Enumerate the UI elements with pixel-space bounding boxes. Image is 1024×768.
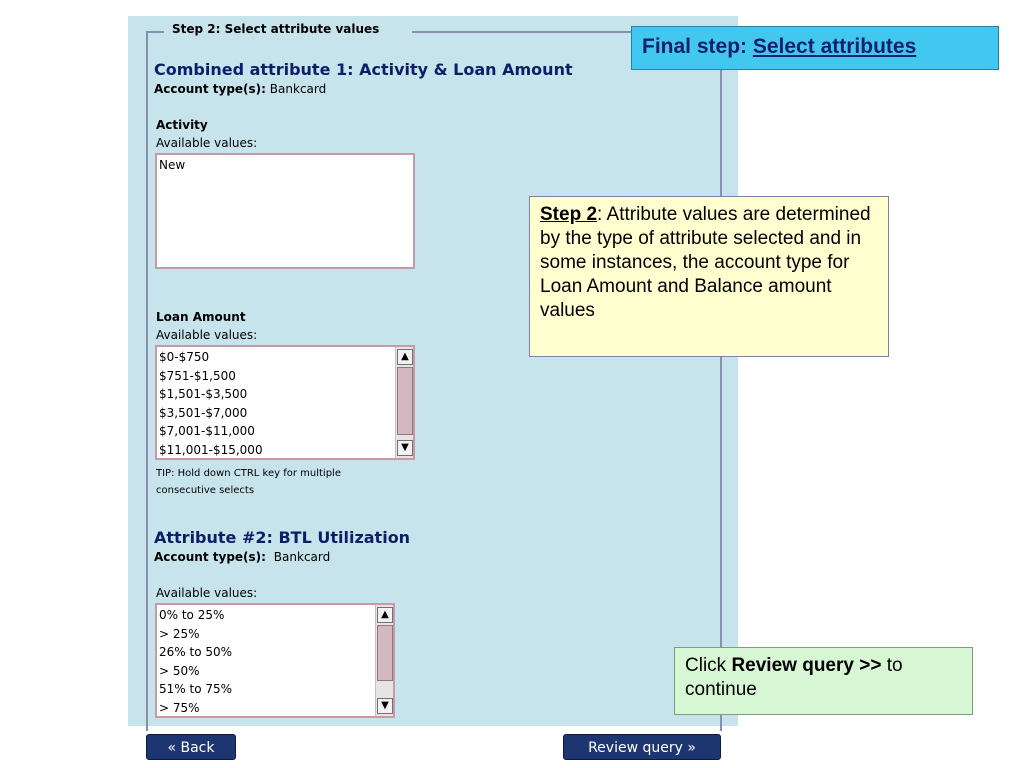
list-item[interactable]: $0-$750 xyxy=(159,350,210,364)
step-2-callout xyxy=(529,196,889,357)
step-2-text: : Attribute values are determined by the type of attribute selected and in some instances, the account type for Loan Amount and Balance amount values xyxy=(540,204,871,321)
scroll-down-icon[interactable]: ▼ xyxy=(377,698,393,714)
list-item[interactable]: $11,001-$15,000 xyxy=(159,442,263,457)
fieldset-top-border-left xyxy=(146,31,164,33)
btl-scrollbar[interactable] xyxy=(375,605,393,716)
fieldset-legend: Step 2: Select attribute values xyxy=(166,22,385,36)
list-item[interactable]: $751-$1,500 xyxy=(159,368,236,383)
review-query-button[interactable]: Review query » xyxy=(563,734,721,760)
scroll-down-icon[interactable]: ▼ xyxy=(397,440,413,456)
back-button[interactable]: « Back xyxy=(146,734,236,760)
tip-line-1: TIP: Hold down CTRL key for multiple xyxy=(156,468,341,479)
activity-available-label: Available values: xyxy=(156,136,258,150)
review-query-callout xyxy=(674,647,973,715)
list-item[interactable]: $1,501-$3,500 xyxy=(159,387,248,401)
scroll-up-icon[interactable]: ▲ xyxy=(377,607,393,623)
list-item[interactable]: $3,501-$7,000 xyxy=(159,405,248,420)
btl-utilization-listbox[interactable] xyxy=(155,603,395,718)
step-2-link[interactable]: Step 2 xyxy=(540,204,598,225)
final-step-prefix: Final step: xyxy=(642,35,753,58)
list-item[interactable]: > 25% xyxy=(159,626,200,641)
account-type-label: Account type(s): xyxy=(154,82,266,96)
activity-label: Activity xyxy=(156,118,208,132)
combined-account-type xyxy=(154,82,326,96)
review-query-bold: Review query >> xyxy=(731,655,882,676)
account-type-value: Bankcard xyxy=(269,82,327,96)
combined-attribute-title: Combined attribute 1: Activity & Loan Amount xyxy=(154,60,573,79)
attribute-2-title: Attribute #2: BTL Utilization xyxy=(154,528,411,547)
loan-amount-listbox[interactable] xyxy=(155,345,415,460)
list-item[interactable]: > 50% xyxy=(159,663,200,678)
continue-suffix: to continue xyxy=(685,655,903,700)
fieldset-left-border xyxy=(146,31,148,731)
loan-scrollbar[interactable] xyxy=(395,347,413,458)
attribute-2-account-type xyxy=(154,550,330,564)
loan-available-label: Available values: xyxy=(156,328,258,342)
fieldset-right-border xyxy=(720,31,722,731)
scroll-up-icon[interactable]: ▲ xyxy=(397,349,413,365)
activity-listbox[interactable] xyxy=(155,153,415,269)
tip-line-2: consecutive selects xyxy=(156,485,255,496)
scroll-thumb[interactable] xyxy=(377,625,393,681)
click-prefix: Click xyxy=(685,655,732,676)
loan-amount-label: Loan Amount xyxy=(156,310,246,324)
list-item[interactable]: 51% to 75% xyxy=(159,682,233,696)
final-step-callout xyxy=(631,26,999,70)
list-item[interactable]: $7,001-$11,000 xyxy=(159,424,255,438)
list-item[interactable]: > 75% xyxy=(159,700,200,715)
select-attributes-link[interactable]: Select attributes xyxy=(752,35,917,58)
list-item[interactable]: New xyxy=(159,158,186,172)
tip-text xyxy=(156,465,341,499)
list-item[interactable]: 26% to 50% xyxy=(159,645,233,659)
list-item[interactable]: 0% to 25% xyxy=(159,608,225,622)
attribute-2-available-label: Available values: xyxy=(156,586,258,600)
scroll-thumb[interactable] xyxy=(397,367,413,435)
account-type-label: Account type(s): xyxy=(154,550,266,564)
account-type-value: Bankcard xyxy=(273,550,331,564)
